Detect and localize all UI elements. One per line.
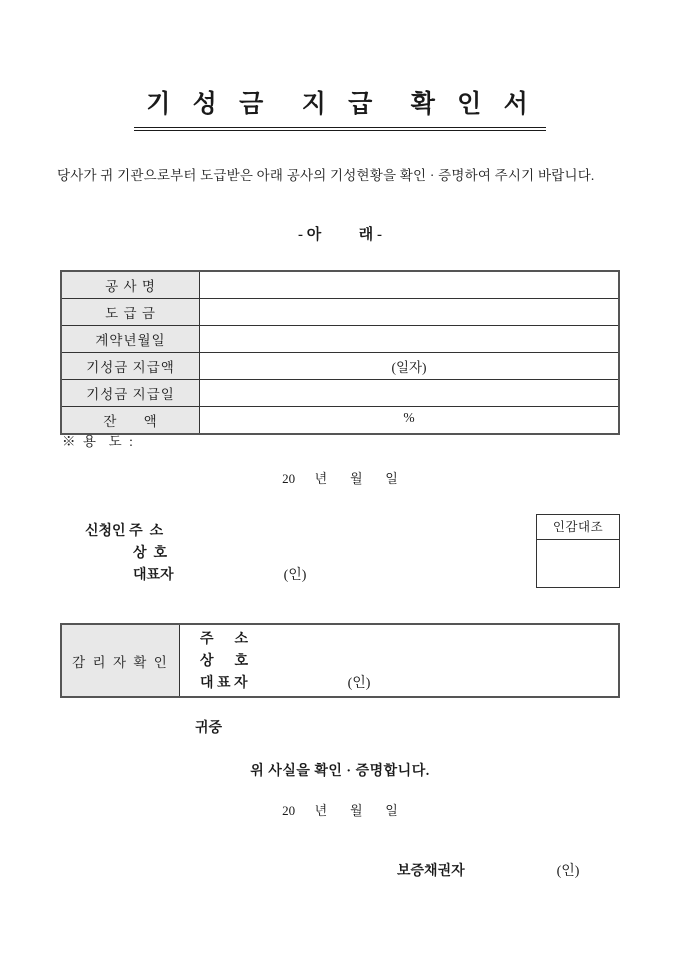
supervisor-address-row — [200, 629, 618, 651]
applicant-address-row — [85, 521, 306, 543]
table-row — [62, 299, 618, 326]
supervisor-representative-row — [200, 673, 618, 695]
creditor-seal-label: (인) — [556, 864, 580, 879]
seal-check-box — [536, 514, 620, 588]
applicant-block — [85, 521, 306, 587]
table-row — [62, 353, 618, 380]
applicant-company-label: 상 호 — [133, 546, 168, 561]
row-value-contract-date — [200, 326, 618, 352]
applicant-representative-row — [85, 565, 306, 587]
supervisor-header-cell: 감 리 자 확 인 — [62, 625, 180, 696]
table-row — [62, 272, 618, 299]
date-line-2: 20 년 월 일 — [282, 803, 398, 818]
row-label-progress-payment-amount: 기성금 지급액 — [62, 353, 200, 379]
row-label-progress-payment-date: 기성금 지급일 — [62, 380, 200, 406]
applicant-seal-label: (인) — [283, 568, 307, 583]
applicant-address-label: 주 소 — [125, 524, 164, 539]
applicant-role-label: 신청인 — [85, 524, 126, 539]
table-row — [62, 326, 618, 353]
supervisor-body-cell — [180, 625, 618, 696]
payment-detail-table — [60, 270, 620, 435]
table-row — [62, 380, 618, 407]
applicant-company-row — [85, 543, 306, 565]
below-heading: - 아 래 - — [298, 227, 382, 243]
supervisor-address-label: 주 소 — [200, 632, 249, 647]
creditor-line — [397, 860, 579, 880]
recipient-label: 귀중 — [195, 721, 223, 736]
supervisor-seal-label: (인) — [347, 676, 371, 691]
seal-check-header: 인감대조 — [537, 515, 619, 540]
date-line-1: 20 년 월 일 — [282, 471, 398, 486]
row-label-contract-amount: 도 급 금 — [62, 299, 200, 325]
page-title: 기 성 금 지 급 확 인 서 — [134, 84, 545, 131]
row-value-progress-payment-date — [200, 380, 618, 406]
row-label-construction-name: 공 사 명 — [62, 272, 200, 298]
row-label-contract-date: 계약년월일 — [62, 326, 200, 352]
creditor-label: 보증채권자 — [397, 864, 465, 879]
table-row — [62, 407, 618, 433]
supervisor-representative-label: 대 표 자 — [200, 676, 248, 691]
supervisor-company-row — [200, 651, 618, 673]
row-label-balance: 잔 액 — [62, 407, 200, 433]
supervisor-company-label: 상 호 — [200, 654, 249, 669]
confirmation-statement: 위 사실을 확인 · 증명합니다. — [250, 764, 430, 779]
intro-paragraph: 당사가 귀 기관으로부터 도급받은 아래 공사의 기성현황을 확인 · 증명하여 주시기 바랍니다. — [57, 168, 595, 183]
applicant-representative-label: 대표자 — [133, 568, 174, 583]
row-value-construction-name — [200, 272, 618, 298]
row-value-contract-amount — [200, 299, 618, 325]
title-wrap — [0, 84, 680, 131]
row-value-progress-payment-amount: (일자) — [200, 353, 618, 379]
usage-note: ※ 용 도 : — [62, 434, 135, 449]
supervisor-table — [60, 623, 620, 698]
row-value-balance: % — [200, 407, 618, 433]
seal-check-area — [537, 540, 619, 587]
